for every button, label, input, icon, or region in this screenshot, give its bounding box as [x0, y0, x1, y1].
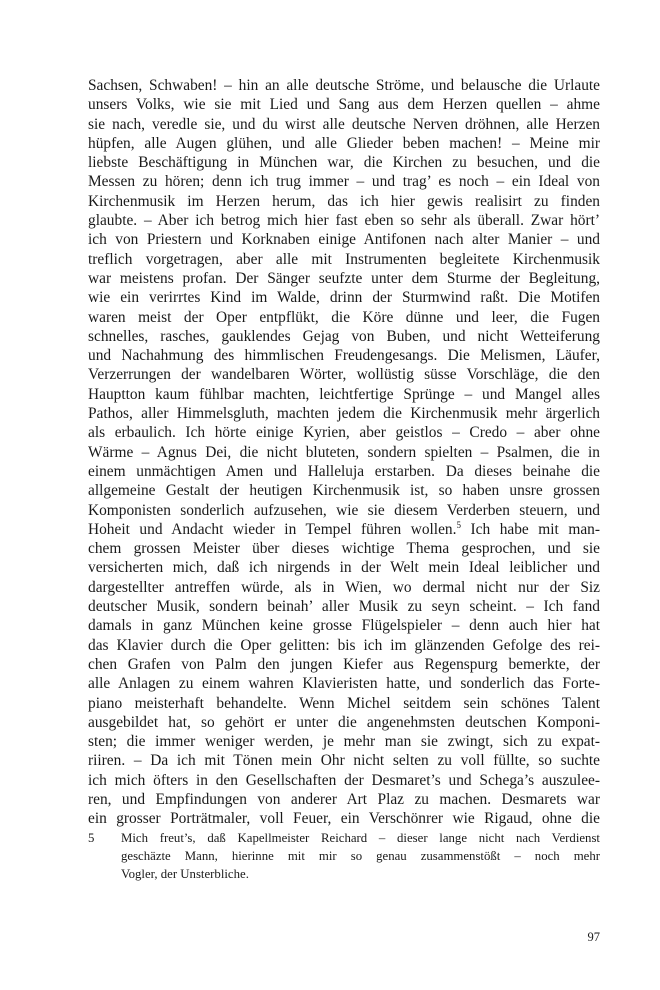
text-line: ein grosser Porträtmaler, voll Feuer, ein Verschönrer wie Rigaud, ohne die — [88, 810, 600, 828]
body-text — [88, 76, 600, 829]
text-line: Verzerrungen der wandelbaren Wörter, wollüstig süsse Vorschläge, die den — [88, 366, 600, 384]
text-line: Kirchenmusik im Herzen herum, das ich hier gewis realisirt zu finden — [88, 192, 600, 210]
text-line: das Klavier durch die Oper gelitten: bis ich im glänzenden Gefolge des rei- — [88, 636, 600, 654]
text-line: waren meist der Oper entpflükt, die Köre dünne und leer, die Fugen — [88, 308, 600, 326]
text-line: ausgebildet hat, so gehört er unter die angenehmsten deutschen Komponi- — [88, 713, 600, 731]
text-line-with-footnote-ref — [88, 520, 600, 539]
text-line: ren, und Empfindungen von anderer Art Plaz zu machen. Desmarets war — [88, 790, 600, 808]
text-line: Komponisten sonderlich aufzusehen, wie sie diesem Verderben steuern, und — [88, 501, 600, 519]
text-line: als erbaulich. Ich hörte einige Kyrien, aber geistlos – Credo – aber ohne — [88, 424, 600, 442]
text-line: deutscher Musik, sondern beinah’ aller Musik zu seyn scheint. – Ich fand — [88, 598, 600, 616]
text-line: Hauptton kaum fühlbar machten, leichtfertige Sprünge – und Mangel alles — [88, 385, 600, 403]
text-line: damals in ganz München keine grosse Flügelspieler – denn auch hier hat — [88, 617, 600, 635]
text-line: ich mich öfters in den Gesellschaften der Desmaret’s und Schega’s auszulee- — [88, 771, 600, 789]
footnote-reference[interactable]: 5 — [456, 519, 461, 530]
text-line: allgemeine Gestalt der heutigen Kirchenmusik ist, so haben unsre grossen — [88, 482, 600, 500]
text-line: war meistens profan. Der Sänger seufzte unter dem Sturme der Begleitung, — [88, 269, 600, 287]
text-line: glaubte. – Aber ich betrog mich hier fast eben so sehr als überall. Zwar hört’ — [88, 212, 600, 230]
footnote-line: geschäzte Mann, hierinne mit mir so genau zusammenstößt – noch mehr — [121, 849, 600, 863]
footnote-line: Vogler, der Unsterbliche. — [121, 867, 249, 881]
page-number: 97 — [587, 930, 600, 944]
text-line: ich von Priestern und Korknaben einige Antifonen nach alter Manier – und — [88, 231, 600, 249]
text-line: hüpfen, alle Augen glühen, und alle Glieder beben machen! – Meine mir — [88, 134, 600, 152]
text-line: chen Grafen von Palm den jungen Kiefer aus Regenspurg bemerkte, der — [88, 655, 600, 673]
text-line: schnelles, rasches, gauklendes Gejag von Buben, und nicht Wetteiferung — [88, 327, 600, 345]
text-line: Sachsen, Schwaben! – hin an alle deutsche Ströme, und belausche die Urlaute — [88, 77, 600, 94]
text-line: sten; die immer weniger werden, je mehr man sie zwingt, sich zu expat- — [88, 733, 600, 751]
text-line: Messen zu hören; denn ich trug immer – und trag’ es noch – ein Ideal von — [88, 173, 600, 191]
text-line: riiren. – Da ich mit Tönen mein Ohr nicht selten zu voll füllte, so suchte — [88, 752, 600, 770]
footnote-line: Mich freut’s, daß Kapellmeister Reichard – dieser lange nicht nach Verdienst — [121, 831, 600, 845]
text-line: dargestellter antreffen würde, als in Wien, wo dermal nicht nur der Siz — [88, 578, 600, 596]
text-line: piano meisterhaft behandelte. Wenn Michel seitdem sein schönes Talent — [88, 694, 600, 712]
text-line: unsers Volks, wie sie mit Lied und Sang aus dem Herzen quellen – ahme — [88, 96, 600, 114]
text-line: treflich vorgetragen, aber alle mit Instrumenten begleitete Kirchenmusik — [88, 250, 600, 268]
text-line: Wärme – Agnus Dei, die nicht bluteten, sondern spielten – Psalmen, die in — [88, 443, 600, 461]
text-line: chem grossen Meister über dieses wichtige Thema gesprochen, und sie — [88, 540, 600, 558]
text-line: wie ein verirrtes Kind im Walde, drinn der Sturmwind raßt. Die Motifen — [88, 289, 600, 307]
text-line: alle Anlagen zu einem wahren Klavieristen hatte, und sonderlich das Forte- — [88, 675, 600, 693]
text-line: sie nach, veredle sie, und du wirst alle deutsche Nerven dröhnen, alle Herzen — [88, 115, 600, 133]
text-line: liebste Beschäftigung in München war, die Kirchen zu besuchen, und die — [88, 154, 600, 172]
footnote-text — [121, 829, 600, 883]
text-line: und Nachahmung des himmlischen Freudengesangs. Die Melismen, Läufer, — [88, 347, 600, 365]
text-line: versicherten mich, daß ich nirgends in der Welt mein Ideal leiblicher und — [88, 559, 600, 577]
text-segment: Hoheit und Andacht wieder in Tempel führen wollen. — [88, 520, 457, 538]
text-segment: Ich habe mit man- — [460, 520, 600, 538]
text-line: Pathos, aller Himmelsgluth, machten jedem die Kirchenmusik mehr ärgerlich — [88, 405, 600, 423]
text-line: einem unmächtigen Amen und Halleluja erstarben. Da dieses beinahe die — [88, 462, 600, 480]
footnote-number: 5 — [88, 831, 95, 845]
